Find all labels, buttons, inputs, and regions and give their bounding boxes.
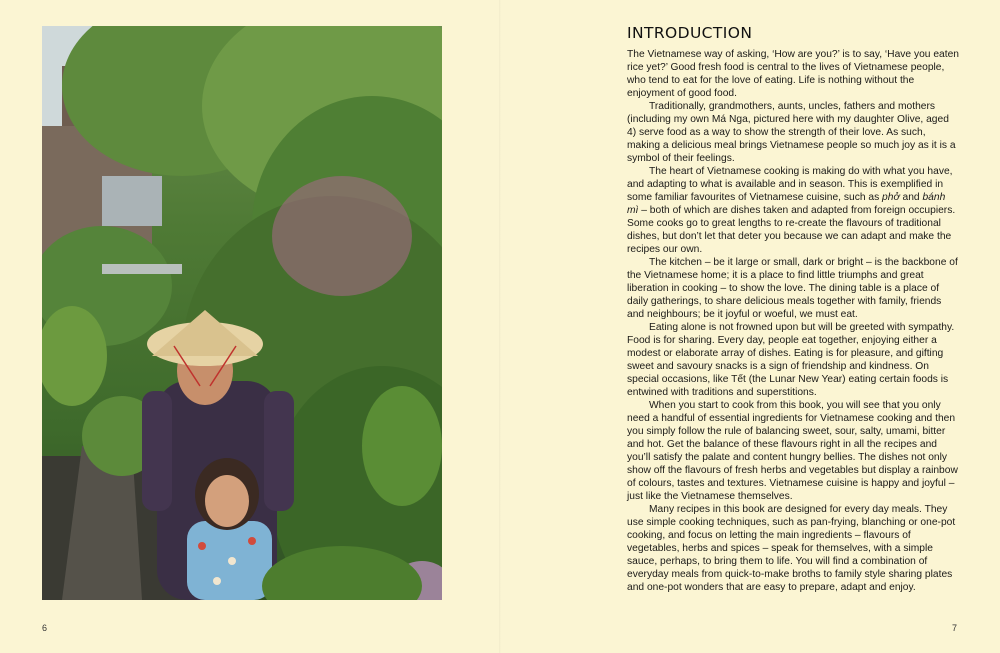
page-heading: INTRODUCTION <box>627 24 753 42</box>
paragraph-4: The kitchen – be it large or small, dark or bright – is the backbone of the Vietnamese home; it is a place to find little triumphs and great liberation in cooking – to show the love. The dining table is a place of daily gatherings, to share delicious meals together with family, friends and neighbours; be it joyful or woeful, we must eat. <box>627 257 958 320</box>
paragraph-3-text-c: – both of which are dishes taken and adapted from foreign occupiers. Some cooks go to great lengths to re-create the flavours of traditional dishes, but don’t let that deter you because we can adapt and make the recipes our own. <box>627 205 956 255</box>
banh-mi-term: bánh mì <box>627 192 946 216</box>
paragraph-3 <box>627 165 959 256</box>
page-number-right: 7 <box>952 623 958 633</box>
paragraph-5: Eating alone is not frowned upon but will be greeted with sympathy. Food is for sharing. Every day, people eat together, enjoying either a modest or elaborate array of dishes. Eating is for pleasure, and gifting sweet and savoury snacks is a sign of friendship and kindness. On special occasions, like Tết (the Lunar New Year) eating certain foods is entwined with traditions and superstitions. <box>627 322 955 398</box>
garden-photo <box>42 26 442 600</box>
body-text <box>627 48 959 594</box>
paragraph-6: When you start to cook from this book, you will see that you only need a handful of essential ingredients for Vietnamese cooking and then you simply follow the rule of balancing sweet, sour, salty, umami, bitter and hot. Get the balance of these flavours right in all the recipes and you’ll satisfy the palate and content hungry bellies. The dishes not only show off the flavours of fresh herbs and vegetables but display a rainbow of colours, tastes and textures. Vietnamese cuisine is happy and joyful – just like the Vietnamese themselves. <box>627 400 958 502</box>
text-page <box>627 24 959 594</box>
paragraph-1: The Vietnamese way of asking, ‘How are you?’ is to say, ‘Have you eaten rice yet?’ Good fresh food is central to the lives of Vietnamese people, who tend to eat for the love of eating. Life is nothing without the enjoyment of good food. <box>627 49 959 99</box>
pho-term: phở <box>882 192 900 203</box>
paragraph-7: Many recipes in this book are designed for every day meals. They use simple cooking techniques, such as pan-frying, blanching or one-pot cooking, and focus on letting the main ingredients – flavours of vegetables, herbs and spices – speak for themselves, with a simple sauce, perhaps, to bring them to life. You will find a combination of everyday meals from quick-to-make broths to family style sharing plates and one-pot wonders that are easy to prepare, adapt and enjoy. <box>627 504 956 593</box>
paragraph-3-text-a: The heart of Vietnamese cooking is making do with what you have, and adapting to what is available and in season. This is exemplified in some familiar favourites of Vietnamese cuisine, such as <box>627 166 953 203</box>
paragraph-2: Traditionally, grandmothers, aunts, uncles, fathers and mothers (including my own Má Nga, pictured here with my daughter Olive, aged 4) serve food as a way to show the strength of their love. As such, making a delicious meal brings Vietnamese people so much joy as it is a symbol of their feelings. <box>627 101 956 164</box>
gutter <box>499 0 501 653</box>
photo-illustration <box>42 26 442 600</box>
page-number-left: 6 <box>42 623 48 633</box>
paragraph-3-text-b: and <box>899 192 923 203</box>
